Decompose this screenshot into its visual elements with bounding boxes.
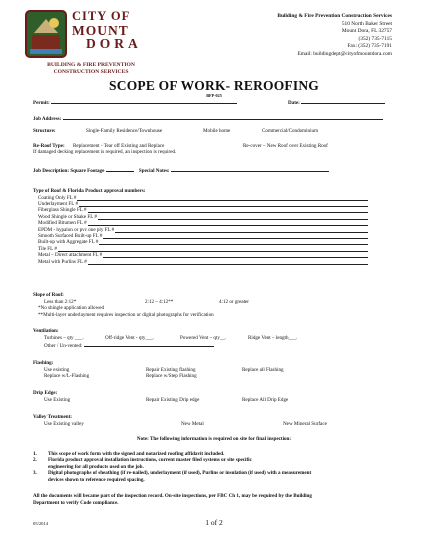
roof-type-label: Coating Only FL # [38,194,77,201]
valley-heading: Valley Treatment: [33,414,72,420]
flashing-heading: Flashing: [33,360,54,366]
valley-new-mineral[interactable]: New Mineral Surface [283,420,327,427]
fax: Fax: (352) 735-7191 [347,43,392,49]
valley-new-metal[interactable]: New Metal [181,420,204,427]
job-description-row [33,166,329,174]
vent-ridge[interactable]: Ridge Vent – length___. [248,334,298,341]
office-name: Building & Fire Prevention Construction Services [277,13,392,19]
date-field[interactable] [288,98,385,106]
vent-other-input-line[interactable] [84,341,214,347]
slope-option-2-4-12[interactable]: 2:12 – 4:12** [145,298,174,305]
drip-use-existing[interactable]: Use Existing [44,396,71,403]
drip-replace-all[interactable]: Replace All Drip Edge [242,396,289,403]
reroof-option-replacement[interactable]: Replacement - Tear off Existing and Replace [73,143,165,149]
special-notes-input-line[interactable] [171,166,329,172]
vent-other-label: Other / Un-vented: [44,343,83,349]
job-address-label: Job Address: [33,116,62,122]
address-line-1: 510 North Baker Street [341,20,392,27]
roof-type-label: Wood Shingle or Shake FL # [38,213,97,220]
drip-repair-existing[interactable]: Repair Existing Drip edge [146,396,200,403]
ventilation-heading: Ventilation: [33,328,59,334]
date-label: Date: [288,100,300,106]
city-logo [24,9,158,65]
office-address [277,13,392,58]
roof-type-item[interactable] [38,259,368,265]
roof-type-input-line[interactable] [79,201,368,207]
revision-date: 05/2014 [33,521,49,526]
flashing-use-existing[interactable]: Use existing [44,366,70,373]
roof-type-input-line[interactable] [77,195,368,201]
vent-off-ridge[interactable]: Off-ridge Vent - qty___. [105,334,155,341]
note-text: Digital photographs of sheathing (if re-nailed), underlayment (if used), Purlins or insulation (if used) with a measurement [48,470,312,477]
structure-option-single-family[interactable]: Single-Family Residence/Townhouse [86,128,163,134]
logo-line-1: CITY OF [72,9,131,23]
job-address-field[interactable] [33,114,383,122]
drip-edge-heading: Drip Edge: [33,390,58,396]
roof-type-label: Modified Bitumen FL # [38,220,87,227]
roof-type-label: Fiberglass Shingle FL # [38,207,87,214]
department-line-2: CONSTRUCTION SERVICES [53,68,129,75]
final-inspection-notes [33,451,311,483]
reroof-note: If damaged decking replacement is required, an inspection is required. [33,149,177,155]
roof-type-input-line[interactable] [103,233,368,239]
note-heading: Note: The following information is required on site for final inspection: [136,436,292,442]
slope-note-2: **Multi-layer underlayment requires inspection or digital photographs for verification [38,311,214,318]
flashing-replace-l[interactable]: Replace w/L-Flashing [44,373,90,379]
structure-label: Structure: [33,128,56,134]
roof-type-label: Metal – Direct attachment FL # [38,252,103,259]
structure-option-commercial[interactable]: Commercial/Condominium [262,128,319,134]
job-address-input-line[interactable] [63,114,383,120]
note-number: 1. [33,451,37,457]
roof-type-label: Underlayment FL # [38,200,78,207]
vent-powered[interactable]: Powered Vent – qty__. [180,334,227,341]
roof-types-heading: Type of Roof & Florida Product approval numbers: [33,188,146,194]
phone: (352) 735-7115 [358,35,392,42]
roof-type-input-line[interactable] [98,214,368,220]
vent-turbines[interactable]: Turbines – qty ___. [44,334,84,341]
form-code: BFP-025 [206,93,222,98]
flashing-replace-step[interactable]: Replace w/Step Flashing [146,373,197,379]
roof-type-input-line[interactable] [88,259,368,265]
roof-type-input-line[interactable] [58,246,368,252]
square-footage-label: Job Description: Square Footage [33,168,105,174]
department-name [24,62,158,76]
roof-type-label: Tile FL # [38,245,57,252]
note-number: 3. [33,470,37,477]
logo-line-3: DORA [86,36,142,51]
roof-types-list [38,195,368,265]
roof-type-input-line[interactable] [88,207,368,213]
page-number: 1 of 2 [205,518,223,527]
note-text: Florida product approval installation instructions, current master filed systems or site specific [48,457,252,464]
structure-option-mobile-home[interactable]: Mobile home [203,128,231,134]
permit-field[interactable] [33,98,237,106]
footer-paragraph-line-1: All the documents will became part of the inspection record. On-site inspections, per FBC Ch 1, may be required by the Building [33,493,312,499]
reroof-label: Re-Roof Type: [33,143,65,149]
slope-note-1: *No shingle application allowed [38,305,105,311]
slope-heading: Slope of Roof: [33,292,64,298]
page-title: SCOPE OF WORK- REROOFING [109,78,319,93]
note-text: engineering for all products used on the job. [48,463,144,470]
department-line-1: BUILDING & FIRE PREVENTION [47,62,135,68]
vent-other-row[interactable] [44,341,214,349]
structure-row [33,128,56,134]
note-text: This scope of work form with the signed and notarized roofing affidavit included. [48,451,225,457]
square-footage-input-line[interactable] [106,166,134,172]
roof-type-label: Built-up with Aggregate FL # [38,239,99,246]
valley-use-existing[interactable]: Use Existing valley [44,420,84,427]
email: Email: buildingdept@cityofmountdora.com [297,50,392,57]
roof-type-input-line[interactable] [115,227,368,233]
roof-type-input-line[interactable] [88,220,368,226]
roof-type-input-line[interactable] [99,239,368,245]
flashing-replace-all[interactable]: Replace all Flashing [242,366,284,373]
flashing-repair-existing[interactable]: Repair Existing flashing [146,366,196,373]
roof-type-label: EPDM - hypalon or pvc one ply FL # [38,226,115,233]
permit-input-line[interactable] [51,98,237,104]
note-number: 2. [33,457,37,464]
note-item [33,477,311,483]
reroof-option-recover[interactable]: Re-cover – New Roof over Existing Roof [243,143,328,149]
special-notes-label: Special Notes: [138,168,170,174]
logo-line-2: MOUNT [72,22,129,38]
permit-label: Permit: [33,100,50,106]
date-input-line[interactable] [301,98,385,104]
note-text: devices shown to reference required spacing. [48,476,145,483]
footer-paragraph-line-2: Department to verify Code compliance. [33,499,119,506]
slope-option-4-12-greater[interactable]: 4:12 or greater [219,298,249,305]
roof-type-input-line[interactable] [103,252,368,258]
slope-option-less-2-12[interactable]: Less than 2:12* [44,298,77,305]
address-line-2: Mount Dora, FL 32757 [341,28,392,34]
roof-type-label: Metal with Purlins FL # [38,258,87,265]
roof-type-label: Smooth Surfaced Built-up FL # [38,232,103,239]
